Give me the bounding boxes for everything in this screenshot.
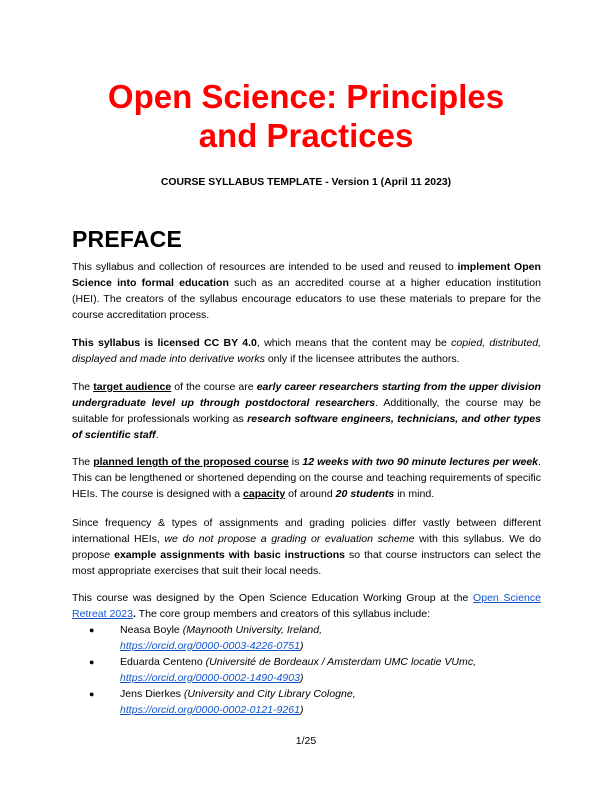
paragraph-license [72,335,541,367]
bold-underline-text: capacity [243,488,286,500]
bold-text: implement Open Science into formal education [72,261,541,289]
title-line-2: and Practices [198,117,414,154]
text: of around [285,488,336,500]
list-item [72,686,552,718]
text: Since frequency & types of assignments and grading policies differ vastly between different international HEIs, [72,517,541,545]
text: . This can be lengthened or shortened depending on the course and teaching requirements of specific HEIs. The course is designed with a [72,456,541,500]
text: The core group members and creators of this syllabus include: [135,608,431,620]
text: so that course instructors can select the most appropriate exercises that suit their local needs. [72,549,542,577]
bold-italic-text: 20 students [335,488,395,500]
bold-text: . [132,608,136,620]
text: of the course are [171,381,257,393]
bold-italic-text: research software engineers, technicians, and other types of scientific staff [72,413,541,441]
text: The [72,381,94,393]
paren-close: ) [300,640,304,652]
document-subtitle: COURSE SYLLABUS TEMPLATE - Version 1 (April 11 2023) [160,177,452,188]
page-number: 1/25 [295,735,317,747]
paragraph-audience [72,379,541,443]
bullet-icon: ● [89,657,95,667]
bullet-icon: ● [89,689,95,699]
member-name: Jens Dierkes [120,688,184,700]
text: . Additionally, the course may be suitable for professionals working as [72,397,541,425]
text: only if the licensee attributes the authors. [264,353,460,365]
bullet-icon: ● [89,625,95,635]
bold-underline-text: target audience [93,381,172,393]
member-affiliation: (Maynooth University, Ireland, [182,624,323,636]
text: , which means that the content may be [256,337,452,349]
paragraph-length [72,454,541,502]
bold-italic-text: 12 weeks with two 90 minute lectures per week [302,456,539,468]
bold-text: example assignments with basic instructions [114,549,346,561]
paragraph-assignments [72,515,541,579]
open-science-retreat-link[interactable]: Open Science Retreat 2023 [72,592,541,620]
paragraph-creators [72,590,541,622]
text: This course was designed by the Open Science Education Working Group at the [72,592,473,604]
members-list [72,622,552,718]
bold-italic-text: early career researchers starting from the upper division undergraduate level up through postdoctoral researchers [72,381,541,409]
paragraph-intro [72,259,541,323]
document-title [0,77,612,155]
text: such as an accredited course at a higher education institution (HEI). The creators of the syllabus encourage educators to use these materials to prepare for the course accreditation process. [72,277,541,321]
member-name: Neasa Boyle [120,624,183,636]
bold-text: This syllabus is licensed CC BY 4.0 [72,337,257,349]
member-name: Eduarda Centeno [120,656,206,668]
italic-text: we do not propose a grading or evaluation scheme [164,533,415,545]
list-item [72,654,552,686]
orcid-link[interactable]: https://orcid.org/0000-0002-0121-9261 [120,704,301,716]
text: This syllabus and collection of resources are intended to be used and reused to [72,261,458,273]
orcid-link[interactable]: https://orcid.org/0000-0003-4226-0751 [120,640,301,652]
text: is [288,456,303,468]
italic-text: copied, distributed, displayed and made into derivative works [72,337,541,365]
member-affiliation: (Université de Bordeaux / Amsterdam UMC locatie VUmc, [205,656,477,668]
title-line-1: Open Science: Principles [107,78,505,115]
section-heading-preface: PREFACE [72,226,183,252]
orcid-link[interactable]: https://orcid.org/0000-0002-1490-4903 [120,672,301,684]
paren-close: ) [300,672,304,684]
text: in mind. [394,488,435,500]
text: with this syllabus. We do propose [72,533,542,561]
list-item [72,622,552,654]
paren-close: ) [300,704,304,716]
bold-underline-text: planned length of the proposed course [93,456,289,468]
text: . [155,429,159,441]
member-affiliation: (University and City Library Cologne, [183,688,356,700]
text: The [72,456,94,468]
